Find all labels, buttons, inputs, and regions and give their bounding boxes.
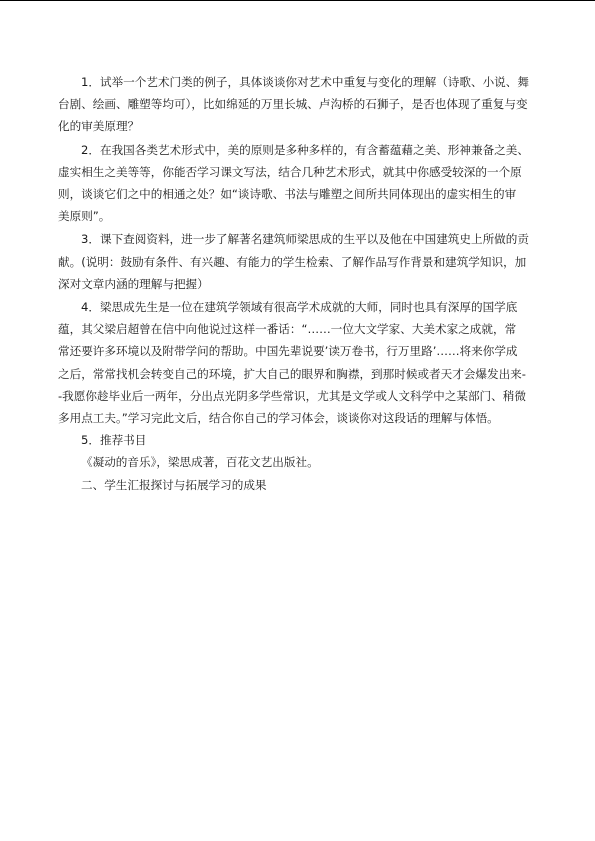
text-line: 1．试举一个艺术门类的例子，具体谈谈你对艺术中重复与变化的理解（诗歌、小说、舞	[81, 75, 529, 89]
text-line: 常还要许多环境以及附带学问的帮助。中国先辈说要’读万卷书，行万里路’……将来你学成	[58, 344, 518, 359]
text-line: 化的审美原理？	[58, 119, 140, 134]
text-line: 蕴，其父梁启超曾在信中向他说过这样一番话：“……一位大文学家、大美术家之成就，常	[58, 322, 517, 337]
text-line: 献。(说明：鼓励有条件、有兴趣、有能力的学生检索、了解作品写作背景和建筑学知识，加	[58, 254, 527, 269]
text-line: 虚实相生之美等等，你能否学习课文写法，结合几种艺术形式，就其中你感受较深的一个原	[58, 164, 522, 179]
text-line: 2．在我国各类艺术形式中，美的原则是多种多样的，有含蓄蕴藉之美、形神兼备之美、	[81, 142, 529, 157]
text-line: -我愿你趁毕业后一两年，分出点光阴多学些常识，尤其是文学或人文科学中之某部门、稍微	[58, 388, 526, 403]
text-line: 台剧、绘画、雕塑等均可），比如绵延的万里长城、卢沟桥的石狮子，是否也体现了重复与变	[58, 97, 528, 112]
text-line: 美原则”。	[58, 209, 111, 224]
text-line: 深对文章内涵的理解与把握）	[58, 276, 209, 291]
section-heading: 二、学生汇报探讨与拓展学习的成果	[81, 477, 267, 492]
question-3	[58, 228, 542, 295]
document-body	[58, 71, 542, 496]
text-line: 4．梁思成先生是一位在建筑学领域有很高学术成就的大师，同时也具有深厚的国学底	[81, 300, 518, 315]
text-line: 多用点工夫。”学习完此文后，结合你自己的学习体会，谈谈你对这段话的理解与体悟。	[58, 411, 499, 426]
header-rule	[0, 0, 595, 1]
recommend-book: 《凝动的音乐》，梁思成著，百花文艺出版社。	[81, 455, 319, 470]
question-1	[58, 71, 542, 138]
text-line: 之后，常常找机会转变自己的环境，扩大自己的眼界和胸襟，到那时候或者天才会爆发出来-	[58, 366, 526, 381]
recommend-heading: 5．推荐书目	[81, 433, 147, 448]
question-2	[58, 139, 542, 228]
text-line: 则，谈谈它们之中的相通之处？如“谈诗歌、书法与雕塑之间所共同体现出的虚实相生的审	[58, 187, 517, 202]
text-line: 3．课下查阅资料，进一步了解著名建筑师梁思成的生平以及他在中国建筑史上所做的贡	[81, 232, 529, 247]
question-4	[58, 296, 542, 429]
